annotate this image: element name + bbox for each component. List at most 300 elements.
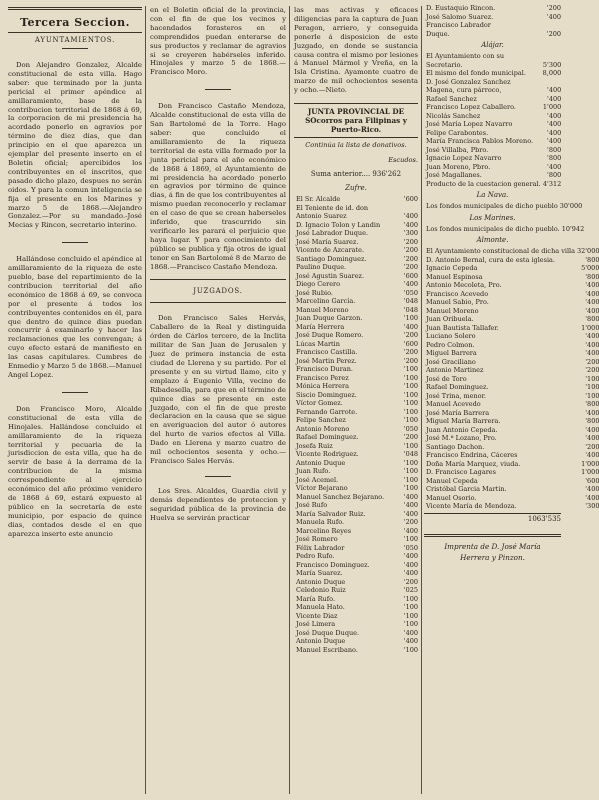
place-almonte: Almonte. [476,236,509,244]
donation-table-almonte [424,247,599,511]
donation-row [294,195,418,204]
donor-name: Lúcas Martin [296,339,340,348]
donor-name: Antonio Duque [296,458,346,467]
donor-name: José Rubio. [296,288,333,297]
donation-row [424,180,561,189]
donation-row [294,399,418,408]
donation-amount: '400 [585,434,599,442]
donation-row [294,484,418,493]
donation-row [294,357,418,366]
donation-row [424,137,561,146]
donation-table-los-marines [424,225,584,234]
donor-name: Marcelino García. [296,297,356,306]
donation-amount: '800 [585,417,599,425]
donor-name: José Salomo Suarez. [426,12,494,21]
donation-row [294,425,418,434]
donation-row [424,247,599,256]
donation-row [424,332,599,341]
donation-amount: '200 [403,518,418,527]
juzgados-title: JUZGADOS. [193,287,243,296]
donation-row [424,451,599,460]
donation-row [294,365,418,374]
donation-amount: '400 [546,12,561,21]
donor-name: Vicente Rodriguez. [296,450,359,459]
donor-name: Francisco Labrador [426,21,491,29]
column-3 [294,4,418,796]
separator [205,476,231,477]
donor-name: Francisco Duran. [296,365,353,374]
section-title: Tercera Seccion. [20,16,130,29]
imprenta-line-1: Imprenta de D. José María [444,541,541,551]
donation-amount: '400 [403,280,418,289]
donor-name: Antonio Moreno [296,424,350,433]
donor-name: Ignacio Cepeda [426,264,478,272]
donor-name: Manuel Cepeda [426,476,478,485]
donation-amount: '400 [403,569,418,578]
newspaper-page [4,4,599,796]
donation-row [294,629,418,638]
donation-row [294,340,418,349]
donor-name: Santiago Dominguez. [296,254,367,263]
donor-name: Paulino Duque. [296,263,347,272]
donation-row [424,13,561,22]
donation-amount: '800 [585,400,599,408]
donor-name: Félix Labrador [296,543,345,552]
donation-row [294,450,418,459]
donor-name: Antonio Suarez [296,212,347,221]
donor-name: Antonio Duque [296,637,346,646]
suma-label: Suma anterior.... [310,170,371,179]
donation-row [424,307,599,316]
donation-row [424,366,599,375]
donor-name: Manuel Sanchez Bejarano. [296,492,385,501]
donation-amount: '400 [403,492,418,501]
donation-amount: '400 [403,501,418,510]
donor-name: Francisco Lopez Caballero. [426,103,516,111]
donor-name: José Duque Duque. [296,628,360,637]
donation-amount: '200 [403,254,418,263]
donor-name: El Teniente de id. don [296,203,369,212]
donation-row [424,417,599,426]
column-divider [145,6,146,794]
donor-name: El mismo del fondo municipal. [426,69,526,77]
donation-table-zufre [294,195,418,654]
donation-amount: '400 [403,322,418,331]
donation-amount: '400 [403,212,418,221]
donation-amount: '100 [403,475,418,484]
donation-row [424,341,599,350]
donation-amount: 1'000 [542,103,562,111]
donor-name: María Rufo. [296,594,336,603]
rule [294,137,418,138]
donation-row [294,561,418,570]
donation-row [424,112,561,121]
donation-amount: '025 [403,586,418,595]
donor-name: José Labrador Duque. [296,229,369,238]
donor-name: Juan Duque Garzon. [296,314,363,323]
donor-name: José Rufo [296,501,328,510]
donation-row [424,120,561,129]
donation-amount: '050 [403,288,418,297]
donation-amount: '400 [403,637,418,646]
donation-amount: '048 [403,450,418,459]
donation-row [294,263,418,272]
donation-row [294,518,418,527]
donor-name: Duque. [426,29,450,38]
donation-amount: '400 [403,628,418,637]
final-total: 1063'535 [424,513,561,524]
donor-name: Manuel Osorio. [426,493,477,502]
donor-name: Pedro Colmon. [426,340,475,349]
donation-row [424,434,599,443]
donor-name: Manuela Rufo. [296,518,345,527]
donor-name: Cristóbal Garcia Martin. [426,485,507,493]
donation-amount [399,204,418,213]
donation-row [424,146,561,155]
donation-row [424,21,561,30]
donation-table-alajar [424,52,561,188]
donation-amount: '300 [403,229,418,238]
donation-amount: '050 [403,424,418,433]
donation-amount: '100 [585,391,599,400]
separator [205,89,231,90]
donation-row [424,69,561,78]
separator [62,392,88,393]
donation-amount: '100 [403,467,418,476]
donation-row [424,264,599,273]
donation-amount: '100 [403,645,418,654]
column-2 [150,4,286,796]
donation-row [294,331,418,340]
donor-name: D. José Gonzalez Sanchez [426,77,511,86]
donation-amount: '400 [585,451,599,459]
donation-amount: 1'000 [581,459,599,468]
donor-name: Manuel Espinosa [426,272,483,281]
donation-amount: '100 [403,390,418,399]
donation-row [294,221,418,230]
donation-row [424,202,582,211]
donor-name: Felipe Sanchez [296,416,346,425]
donor-name: D. Ignacio Tolon y Landin [296,220,381,229]
donation-row [424,163,561,172]
donor-name: Rafael Dominguez. [296,433,359,442]
donation-amount: '200 [403,237,418,246]
donation-row [424,502,599,511]
donation-amount: '100 [403,407,418,416]
donation-amount: '100 [403,416,418,425]
donor-name: Juan Oribuela. [426,315,474,323]
column-4 [424,4,599,796]
donor-name: Juan Rufo. [296,467,331,476]
donation-row [294,646,418,655]
donor-name: Marcelino Reyes [296,526,352,535]
donation-amount [541,78,562,87]
donor-name: Magena, cura párroco, [426,86,502,94]
donor-name: Víctor Gomez. [296,399,343,408]
donation-row [424,273,599,282]
donation-row [294,246,418,255]
donation-amount: 1'000 [581,468,599,476]
donation-amount: '200 [546,29,561,38]
donation-row [294,552,418,561]
donation-row [424,256,599,265]
donation-row [424,477,599,486]
donation-amount: '400 [403,220,418,229]
donation-row [294,527,418,536]
donation-amount: 32'000 [577,247,599,255]
donor-name: José Magallanes. [426,171,482,179]
donation-amount: 4'312 [542,179,562,188]
donor-name: Antonio Mecoleta, Pro. [426,281,502,289]
donor-name: Santiago Dachon. [426,442,485,451]
donation-amount: '800 [585,272,599,281]
donation-amount: '400 [403,526,418,535]
donation-amount: '600 [403,195,418,204]
donation-amount: '048 [403,297,418,306]
donation-amount: '400 [585,349,599,357]
donor-name: Manuel Moreno [296,305,349,314]
donation-row [294,280,418,289]
donor-name: Juan Moreno, Pbro. [426,162,491,171]
donor-name: Francisco Perez [296,373,349,382]
donor-name: D. Eustaquio Rincon. [426,4,496,12]
escudos-label: Escudos. [388,156,418,165]
donor-name: Manuel Moreno [426,306,479,315]
notice-marines: Don Alejandro Gonzalez, Alcalde constitucional de esta villa. Hago saber: que terminado por la junta pericial el primer apéndice al amillaramiento, base de la contribucion territorial de 1868 á 69, la corporacion de mi presidencia ha acordado ponerlo en agravios por término de diez dias, que dan principio en el que aparezca un ejemplar del presente inserto en el Boletin oficial; apercibidos los contribuyentes en el inscritos, que pasado dicho plazo, despues no serán oidos. Y para la comun inteligencia se fija el presente en los Marines y marzo 5 de 1868.—Alejandro Gonzalez.—Por su mandado.-José Mecias y Rincon, secretario interino. [8,61,142,230]
donor-name: Antonio Duque [296,577,346,586]
donation-amount: '100 [403,535,418,544]
donor-name: José María Lopez Navarro [426,120,513,128]
donation-table-zufre-cont [424,4,561,38]
donation-row [424,375,599,384]
donation-amount: '400 [585,281,599,289]
donation-amount: '400 [585,306,599,315]
donation-amount: '200 [585,357,599,366]
donation-amount: '200 [403,577,418,586]
donor-name: Siscio Dominguez. [296,390,357,399]
donation-row [424,324,599,333]
donation-row [424,349,599,358]
donor-name: José Martin Perez. [296,356,357,365]
donation-amount: '600 [403,271,418,280]
donor-name: José Graciliano [426,357,476,366]
donation-table-la-nava [424,202,582,211]
donation-row [424,30,561,39]
donor-name: Juan Antonio Cepeda. [426,425,498,434]
donor-name: Miguel María Barrera. [426,417,501,425]
donation-row [294,586,418,595]
donor-name: Vicente Diaz [296,611,338,620]
donation-amount: '800 [585,255,599,264]
donation-row [294,510,418,519]
donation-amount: '300 [585,502,599,510]
donation-row [424,129,561,138]
donation-amount: '100 [403,365,418,374]
notice-llerena: Don Francisco Sales Hervás, Caballero de la Real y distinguida órden de Cárlos tercero, de la Inclita militar de San Juan de Jerusalen y Juez de primera instancia de esta ciudad de Llerena y su partido. Por el presente y en su virtud llamo, cito y emplazo á Eugenio Villa, vecino de Ribadesella, para que en el término de quince dias se presente en este Juzgado, con el fin de que preste declaracion en la causa que se sigue en averiguacion del autor ó autores del hurto de varios efectos al Villa. Dado en Llerena y marzo cuatro de mil ochocientos sesenta y ocho.—Francisco Sales Hervás. [150,314,286,465]
donation-amount: '100 [403,458,418,467]
donation-amount: '400 [585,332,599,340]
donor-name: María Francisca Pablos Moreno. [426,137,534,145]
donation-amount: '400 [547,128,562,137]
donation-amount: 5'000 [581,264,599,272]
donation-amount: '800 [585,315,599,323]
donation-amount: '100 [403,620,418,629]
donor-name: Los fondos municipales de dicho pueblo [426,202,558,210]
donation-amount: '100 [585,374,599,383]
separator [62,48,88,49]
donation-amount: '400 [547,86,562,94]
column-divider [289,6,290,794]
donor-name: D. Francisco Lagares [426,468,496,476]
donor-name: Vicente María de Mendoza. [426,502,517,510]
donor-name: José Duque Romero. [296,331,364,340]
donation-row [294,238,418,247]
donor-name: José Agustin Suarez. [296,271,365,280]
donation-amount: '400 [547,120,562,128]
donor-name: Los fondos municipales de dicho pueblo. [426,224,560,233]
donation-amount: '100 [585,383,599,391]
donation-row [424,281,599,290]
donor-name: Nicolás Sanchez [426,111,481,120]
rule [424,534,561,537]
donation-amount: '200 [403,356,418,365]
donation-amount: '050 [403,543,418,552]
donation-amount: '400 [585,298,599,306]
donor-name: Vicente de Azcarate. [296,246,365,255]
donation-amount: 1'000 [581,323,599,332]
top-rule [8,7,142,10]
donor-name: José Romero [296,535,338,544]
donation-amount: '400 [585,408,599,417]
donation-row [424,290,599,299]
notice-huelva: Los Sres. Alcaldes, Guardia civil y demás dependientes de proteccion y seguridad pública de la provincia de Huelva se servirán practicar [150,486,286,522]
donor-name: Mónica Herrera [296,382,349,391]
donation-row [424,494,599,503]
donation-row [294,212,418,221]
donor-name: María Suarez. [296,569,343,578]
donation-amount: '200 [403,433,418,442]
donor-name: Rafael Sanchez [426,94,477,103]
donation-row [294,382,418,391]
donor-name: Celedonio Ruiz [296,586,346,595]
donation-amount: '100 [403,399,418,408]
donor-name: Secretario. [426,60,463,69]
donation-amount: '400 [547,162,562,171]
donation-row [424,78,561,87]
donation-amount: '800 [547,145,562,154]
donation-amount: '200 [403,263,418,272]
donor-name: D. Antonio Bernal, cura de esta iglesia. [426,255,555,264]
donor-name: José Limera [296,620,336,629]
donation-row [294,603,418,612]
donor-name: José Trina, menor. [426,391,487,400]
place-la-nava: La Nava. [476,191,509,199]
donation-row [294,204,418,213]
donation-row [424,426,599,435]
donation-amount: '400 [585,340,599,349]
donation-amount: '100 [403,484,418,493]
donor-name: Francisco Castilla. [296,348,358,357]
donor-name: Víctor Bejarano [296,484,348,493]
donor-name: Francisco Acevedo [426,289,489,298]
donation-amount: 30'000 [559,202,583,210]
rule [8,32,142,33]
donor-name: José de Toro [426,374,467,383]
donation-row [294,459,418,468]
donation-amount: '600 [585,476,599,485]
donation-amount: '400 [585,493,599,502]
donation-row [424,95,561,104]
donation-row [294,501,418,510]
donation-amount: '200 [585,442,599,451]
notice-hinojales: Don Francisco Moro, Alcalde constitucional de esta villa de Hinojales. Hallándose concluido el amillaramiento de la riqueza territorial y pecuaria de la jurisdiccion de esta villa, que ha de servir de base á la derrama de la contribucion de la misma correspondiente al ejercicio económico del año próximo venidero de 1868 á 69, estará expuesto al público en la secretaría de este municipio, por espacio de quince dias, contados desde el en que aparezca inserto este anuncio [8,404,142,538]
donation-amount: '400 [547,94,562,103]
donation-row [294,578,418,587]
rule [150,279,286,280]
donation-row [424,485,599,494]
donation-amount: '200 [403,246,418,255]
donation-row [294,391,418,400]
donor-name: Manuela Hato. [296,603,345,612]
donation-amount: '400 [585,289,599,298]
donor-name: José María Suarez. [296,237,359,246]
donation-row [294,272,418,281]
column-1 [8,4,142,796]
donation-row [424,171,561,180]
donation-row [294,348,418,357]
donor-name: María Salvador Ruiz. [296,509,366,518]
donor-name: Ignacio Lopez Navarro [426,154,502,162]
donor-name: Manuel Sabio, Pro. [426,298,489,306]
donation-row [294,314,418,323]
donation-row [424,154,561,163]
donor-name: Doña María Marquez, viuda. [426,459,521,468]
donor-name: Josefa Ruiz [296,441,333,450]
imprenta-line-2: Herrera y Pinzon. [460,552,525,562]
donation-amount: '800 [547,171,562,179]
donor-name: Rafael Dominguez. [426,383,489,391]
donation-row [294,476,418,485]
notice-hinojales-cont: en el Boletin oficial de la provincia, con el fin de que los vecinos y hacendados forasteros en el comprendidos puedan enterarse de sus productos y reclamar de agravios si se creyeren habérseles inferido. Hinojales y marzo 5 de 1868.—Francisco Moro. [150,6,286,77]
donor-name: José María Barrera [426,408,490,417]
donation-row [294,637,418,646]
donor-name: Manuel Escribano. [296,645,358,654]
donation-amount: 8,000 [542,69,562,77]
donation-row [424,103,561,112]
donation-row [294,595,418,604]
donation-amount: '400 [403,560,418,569]
donation-amount: '400 [585,485,599,493]
donation-row [424,358,599,367]
donation-amount: '100 [403,441,418,450]
donation-row [294,323,418,332]
donation-amount: '400 [585,425,599,434]
donor-name: Antonio Martinez [426,366,484,374]
place-zufre: Zufre. [345,184,367,193]
donation-row [424,383,599,392]
donation-row [424,4,561,13]
donation-row [294,569,418,578]
donation-row [424,315,599,324]
notice-cumbres: Hallándose concluido el apéndice al amillaramiento de la riqueza de este pueblo, base del repartimiento de la contribucion territorial del año económico de 1868 á 69, se convoca por el presente á todos los contribuyentes contenidos en él, para que dentro de quince dias puedan concurrir á examinarlo y hacer las reclamaciones que les convengan; á cuyo efecto estará de manifiesto en las casas capitulares. Cumbres de Enmedio y Marzo 5 de 1868.—Manuel Angel Lopez. [8,255,142,379]
donation-amount: '800 [547,154,562,162]
rule [294,103,418,104]
donation-row [424,298,599,307]
rule [150,302,286,303]
notice-san-bartolome: Don Francisco Castaño Mendoza, Alcalde constitucional de esta villa de San Bartolomé de la Torre. Hago saber: que concluido el amillaramiento de la riqueza territorial de esta villa formado por la junta pericial para el año económico de 1868 á 1869, el Ayuntamiento de mi presidencia ha acordado ponerlo en agravios por término de quince dias, á fin de que los contribuyentes al mismo puedan reconocerlo y reclamar en el caso de que se crean haberseles inferido, que trascurrido sin verificarlo les parará el perjuicio que haya lugar. Y para conocimiento del público se publica y fija otros de igual tenor en San Bartolomé 8 de Marzo de 1868.—Francisco Castaño Mendoza. [150,102,286,271]
donation-amount [541,52,562,61]
donor-name: Fernando Garrote. [296,407,358,416]
